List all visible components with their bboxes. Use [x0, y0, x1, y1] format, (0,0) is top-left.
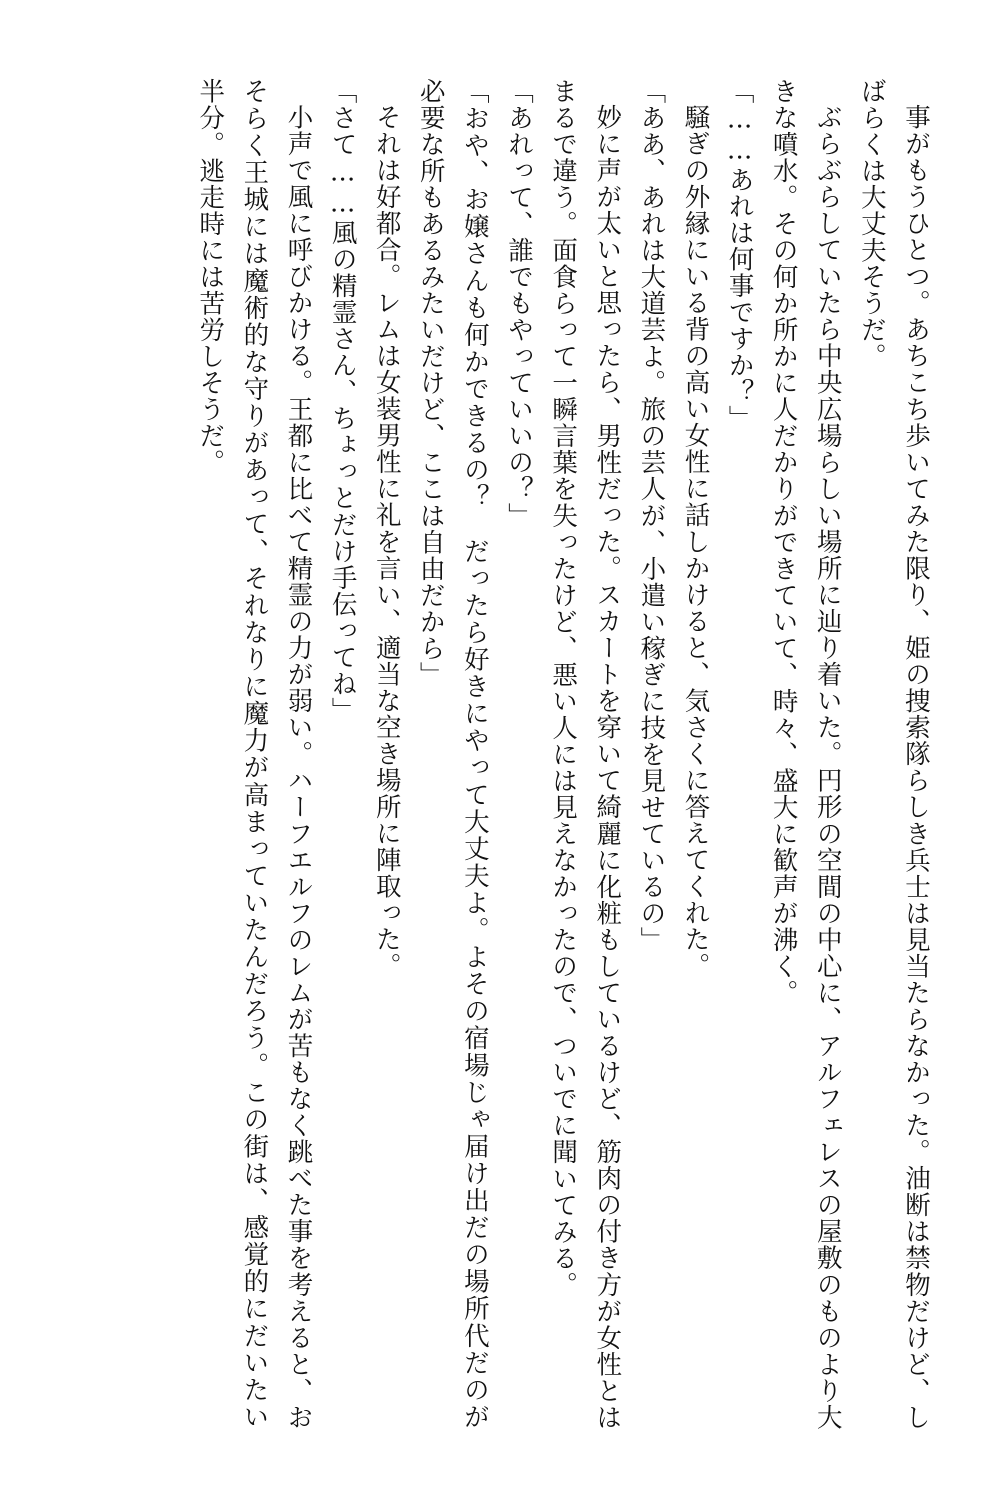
paragraph: 「さて……風の精霊さん、ちょっとだけ手伝ってね」 — [327, 78, 358, 724]
paragraph: 事がもうひとつ。あちこち歩いてみた限り、姫の捜索隊らしき兵士は見当たらなかった。油断は禁物だけど、しばらくは大丈夫そうだ。 — [856, 78, 931, 1430]
paragraph: 妙に声が太いと思ったら、男性だった。スカートを穿いて綺麗に化粧もしているけど、筋肉の付き方が女性とはまるで違う。面食らって一瞬言葉を失ったけど、悪い人には見えなかったので、ついでに聞いてみる。 — [548, 78, 623, 1430]
vertical-body-text — [62, 78, 938, 1430]
paragraph: それは好都合。レムは女装男性に礼を言い、適当な空き場所に陣取った。 — [371, 103, 402, 979]
paragraph: 「おや、お嬢さんも何かできるの？ だったら好きにやって大丈夫よ。よその宿場じゃ届け出だの場所代だのが必要な所もあるみたいだけど、ここは自由だから」 — [415, 78, 490, 1430]
paragraph: 「ああ、あれは大道芸よ。旅の芸人が、小遣い稼ぎに技を見せているの」 — [636, 78, 667, 954]
paragraph: ぶらぶらしていたら中央広場らしい場所に辿り着いた。円形の空間の中心に、アルフェレスの屋敷のものより大きな噴水。その何か所かに人だかりができていて、時々、盛大に歓声が沸く。 — [768, 78, 843, 1430]
paragraph: 騒ぎの外縁にいる背の高い女性に話しかけると、気さくに答えてくれた。 — [680, 103, 711, 979]
paragraph: 「……あれは何事ですか？」 — [724, 78, 755, 432]
paragraph: 「あれって、誰でもやっていいの？」 — [504, 78, 535, 529]
paragraph: 小声で風に呼びかける。王都に比べて精霊の力が弱い。ハーフエルフのレムが苦もなく跳べた事を考えると、おそらく王城には魔術的な守りがあって、それなりに魔力が高まっていたんだろう。この街は、感覚的にだいたい半分。逃走時には苦労しそうだ。 — [195, 78, 314, 1430]
